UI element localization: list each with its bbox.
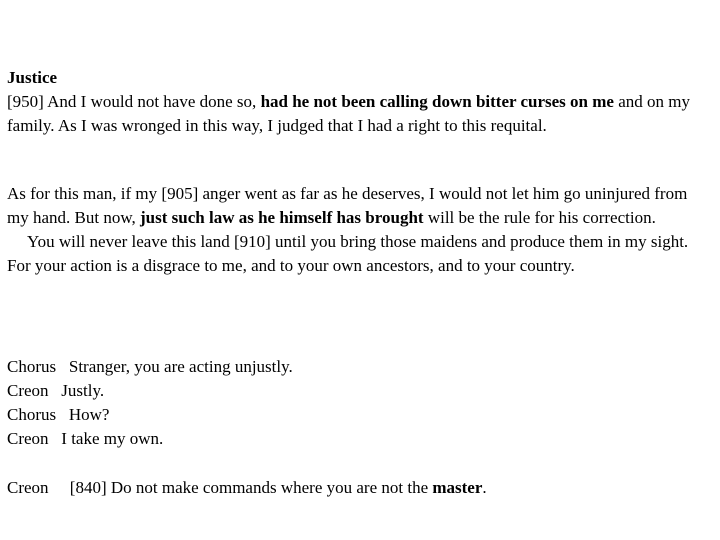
speech-emphasis: master xyxy=(432,478,483,497)
justice-section xyxy=(7,66,713,138)
speaker-name: Creon xyxy=(7,381,49,400)
speaker-name: Creon xyxy=(7,429,49,448)
justice-emphasis: had he not been calling down bitter curses on me xyxy=(260,92,614,111)
dialogue-line xyxy=(7,427,713,451)
passage-emphasis: just such law as he himself has brought xyxy=(140,208,424,227)
speech-text: Justly. xyxy=(61,381,105,400)
section-heading: Justice xyxy=(7,68,58,87)
speaker-name: Chorus xyxy=(7,405,57,424)
speaker-name: Creon xyxy=(7,478,49,497)
speech-text: I take my own. xyxy=(61,429,164,448)
justice-text-end: and on my family. As I was wronged in this way, I judged that I had a right to this requital. xyxy=(7,92,690,135)
speaker-name: Chorus xyxy=(7,357,57,376)
dialogue-section xyxy=(7,355,713,451)
justice-paragraph xyxy=(7,90,713,138)
passage-section xyxy=(7,182,713,278)
speech-text-start: [840] Do not make commands where you are not the xyxy=(69,478,433,497)
dialogue-line xyxy=(7,476,713,500)
passage-paragraph-1 xyxy=(7,182,713,230)
passage-text-start: As for this man, if my [905] anger went as far as he deserves, I would not let him go uninjured from my hand. But now, xyxy=(7,184,688,227)
final-line-section xyxy=(7,476,713,500)
passage-text-end: will be the rule for his correction. xyxy=(423,208,656,227)
passage-paragraph-2 xyxy=(7,230,713,278)
speech-text-end: . xyxy=(482,478,487,497)
dialogue-line xyxy=(7,403,713,427)
speech-text: Stranger, you are acting unjustly. xyxy=(68,357,293,376)
justice-text-start: [950] And I would not have done so, xyxy=(7,92,261,111)
dialogue-line xyxy=(7,355,713,379)
passage-text-2: You will never leave this land [910] until you bring those maidens and produce them in my sight. For your action is a disgrace to me, and to your own ancestors, and to your country. xyxy=(7,232,689,275)
speech-text: How? xyxy=(68,405,110,424)
dialogue-line xyxy=(7,379,713,403)
